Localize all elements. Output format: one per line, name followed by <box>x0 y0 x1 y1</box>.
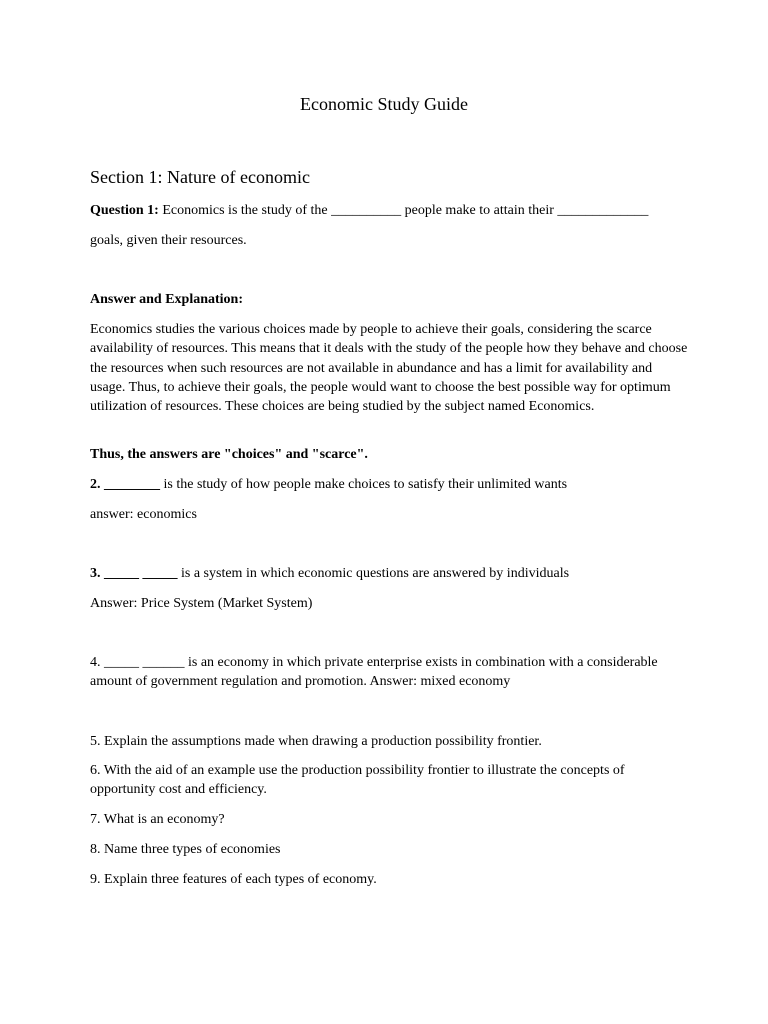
question-2-answer: answer: economics <box>90 507 197 522</box>
question-3-text: is a system in which economic questions are answered by individuals <box>177 566 570 581</box>
document-title: Economic Study Guide <box>300 94 468 114</box>
answer-heading <box>90 290 243 309</box>
question-3-answer: Answer: Price System (Market System) <box>90 596 313 611</box>
question-7: 7. What is an economy? <box>90 812 225 827</box>
question-1 <box>90 201 648 220</box>
question-8: 8. Name three types of economies <box>90 842 281 857</box>
explanation-paragraph: Economics studies the various choices made by people to achieve their goals, considering the scarce availability of resources. This means that it deals with the study of the people how they behave and choose the resources when such resources are not available in abundance and has a limit for availability and usage. Thus, to achieve their goals, the people would want to choose the best possible way for optimum utilization of resources. These choices are being studied by the subject named Economics. <box>90 322 688 415</box>
question-1-blank-b: _____________ <box>557 203 649 218</box>
question-1-text-a: Economics is the study of the <box>158 203 332 218</box>
question-1-answer-text: Thus, the answers are "choices" and "scarce". <box>90 447 368 462</box>
answer-heading-text: Answer and Explanation: <box>90 292 244 307</box>
section-heading: Section 1: Nature of economic <box>90 167 310 187</box>
question-2 <box>90 475 567 494</box>
question-1-text-b: people make to attain their <box>401 203 558 218</box>
question-2-number: 2. ________ <box>90 477 160 492</box>
question-1-continuation: goals, given their resources. <box>90 233 247 248</box>
question-1-label: Question 1: <box>90 203 159 218</box>
question-4: 4. _____ ______ is an economy in which private enterprise exists in combination with a considerable amount of government regulation and promotion. Answer: mixed economy <box>90 655 658 690</box>
question-5: 5. Explain the assumptions made when drawing a production possibility frontier. <box>90 734 542 749</box>
question-2-text: is the study of how people make choices to satisfy their unlimited wants <box>160 477 568 492</box>
question-1-answer <box>90 445 368 464</box>
question-3 <box>90 564 569 583</box>
question-6: 6. With the aid of an example use the production possibility frontier to illustrate the concepts of opportunity cost and efficiency. <box>90 763 625 798</box>
question-3-number: 3. _____ _____ <box>90 566 178 581</box>
question-9: 9. Explain three features of each types of economy. <box>90 872 377 887</box>
question-1-blank-a: __________ <box>331 203 402 218</box>
